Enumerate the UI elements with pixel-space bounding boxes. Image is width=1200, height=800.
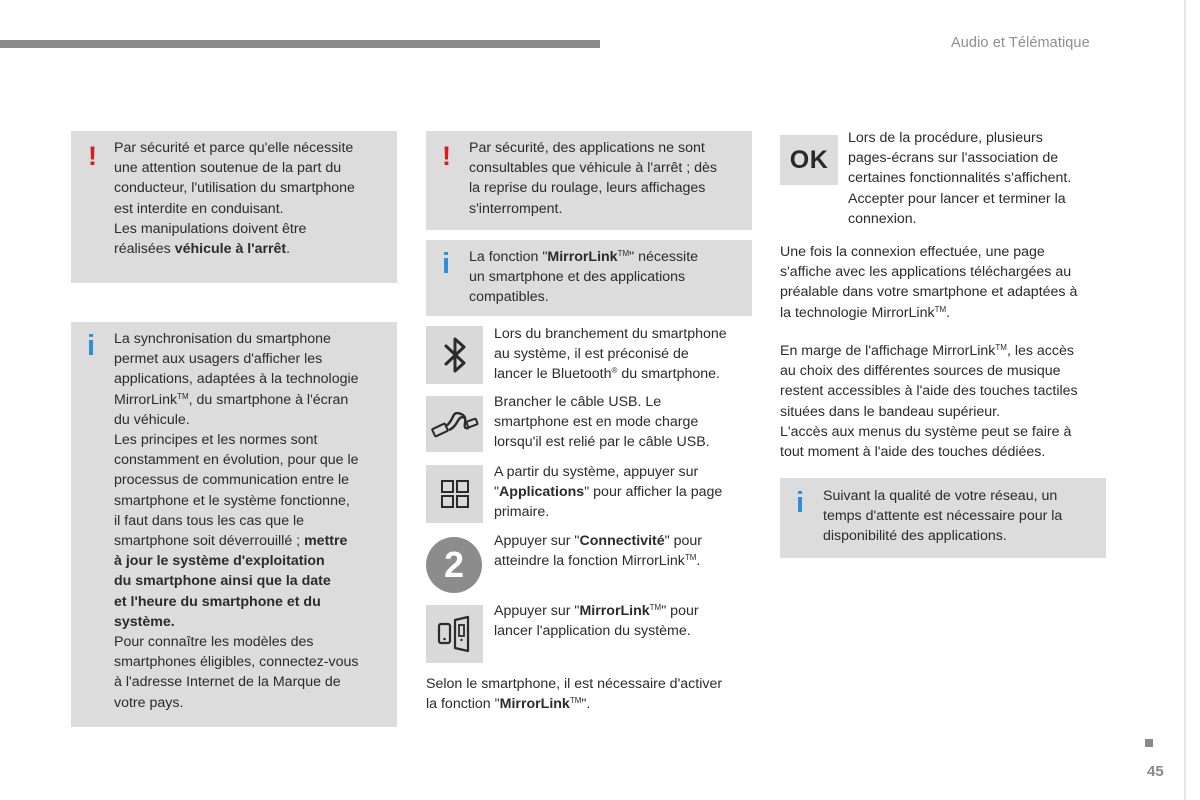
middle-warning-text: Par sécurité, des applications ne sont consultables que véhicule à l'arrêt ; dès la reprise du roulage, leurs affichages s'interrompent.	[469, 140, 717, 217]
right-info-text: Suivant la qualité de votre réseau, un temps d'attente est nécessaire pour la disponibilité des applications.	[823, 488, 1063, 545]
usb-cable-icon-box	[426, 396, 483, 452]
step-number-badge: 2	[426, 537, 482, 593]
info-icon: i	[442, 248, 451, 280]
section-title: Audio et Télématique	[951, 35, 1090, 51]
applications-grid-icon	[440, 479, 470, 509]
end-marker	[1145, 739, 1153, 747]
step-bluetooth-text: Lors du branchement du smartphone au système, il est préconisé de lancer le Bluetooth® du smartphone.	[494, 326, 727, 383]
left-warning-text: Par sécurité et parce qu'elle nécessite une attention soutenue de la part du conducteur, l'utilisation du smartphone est interdite en conduisant. Les manipulations doivent être réalisées véhicule à l'arrêt.	[114, 140, 355, 258]
middle-info-text: La fonction "MirrorLink™" nécessite un smartphone et des applications compatibles.	[469, 249, 699, 306]
middle-footer-text: Selon le smartphone, il est nécessaire d'activer la fonction "MirrorLink™".	[426, 676, 723, 713]
menus-paragraph: En marge de l'affichage MirrorLink™, les accès au choix des différentes sources de musique restent accessibles à l'aide des touches tactiles situées dans le bandeau supérieur. L'accès aux menus du système peut se faire à tout moment à l'aide des touches dédiées.	[780, 343, 1078, 461]
step-mirrorlink-text: Appuyer sur "MirrorLink™" pour lancer l'application du système.	[494, 603, 699, 640]
header-bar	[0, 40, 600, 48]
warning-icon: !	[442, 141, 451, 171]
info-icon: i	[796, 487, 805, 519]
step-applications-text: A partir du système, appuyer sur "Applications" pour afficher la page primaire.	[494, 464, 723, 521]
ok-procedure-text: Lors de la procédure, plusieurs pages-écrans sur l'association de certaines fonctionnalités s'affichent. Accepter pour lancer et terminer la connexion.	[848, 130, 1072, 227]
usb-cable-icon	[429, 404, 481, 444]
applications-icon-box	[426, 465, 483, 523]
left-info-text: La synchronisation du smartphone permet aux usagers d'afficher les applications, adaptées à la technologie MirrorLink™, du smartphone à l'écran du véhicule. Les principes et les normes sont constamment en évolution, pour que le processus de communication entre le smartphone et le système fonctionne, il faut dans tous les cas que le smartphone soit déverrouillé ; mettre à jour le système d'exploitation du smartphone ainsi que la date et l'heure du smartphone et du système. Pour connaître les modèles des smartphones éligibles, connectez-vous à l'adresse Internet de la Marque de votre pays.	[114, 331, 359, 711]
ok-badge: OK	[780, 135, 838, 185]
step-usb-text: Brancher le câble USB. Le smartphone est en mode charge lorsqu'il est relié par le câble USB.	[494, 394, 710, 451]
margin-rule	[1184, 0, 1186, 800]
bluetooth-icon	[440, 334, 470, 376]
warning-icon: !	[88, 141, 97, 171]
page-number: 45	[1147, 763, 1164, 780]
info-icon: i	[87, 330, 96, 362]
mirrorlink-phones-icon	[435, 614, 475, 654]
step-connectivity-text: Appuyer sur "Connectivité" pour atteindre la fonction MirrorLink™.	[494, 533, 702, 570]
bluetooth-icon-box	[426, 326, 483, 384]
mirrorlink-icon-box	[426, 605, 483, 663]
connection-paragraph: Une fois la connexion effectuée, une page s'affiche avec les applications téléchargées au préalable dans votre smartphone et adaptées à la technologie MirrorLink™.	[780, 244, 1078, 321]
